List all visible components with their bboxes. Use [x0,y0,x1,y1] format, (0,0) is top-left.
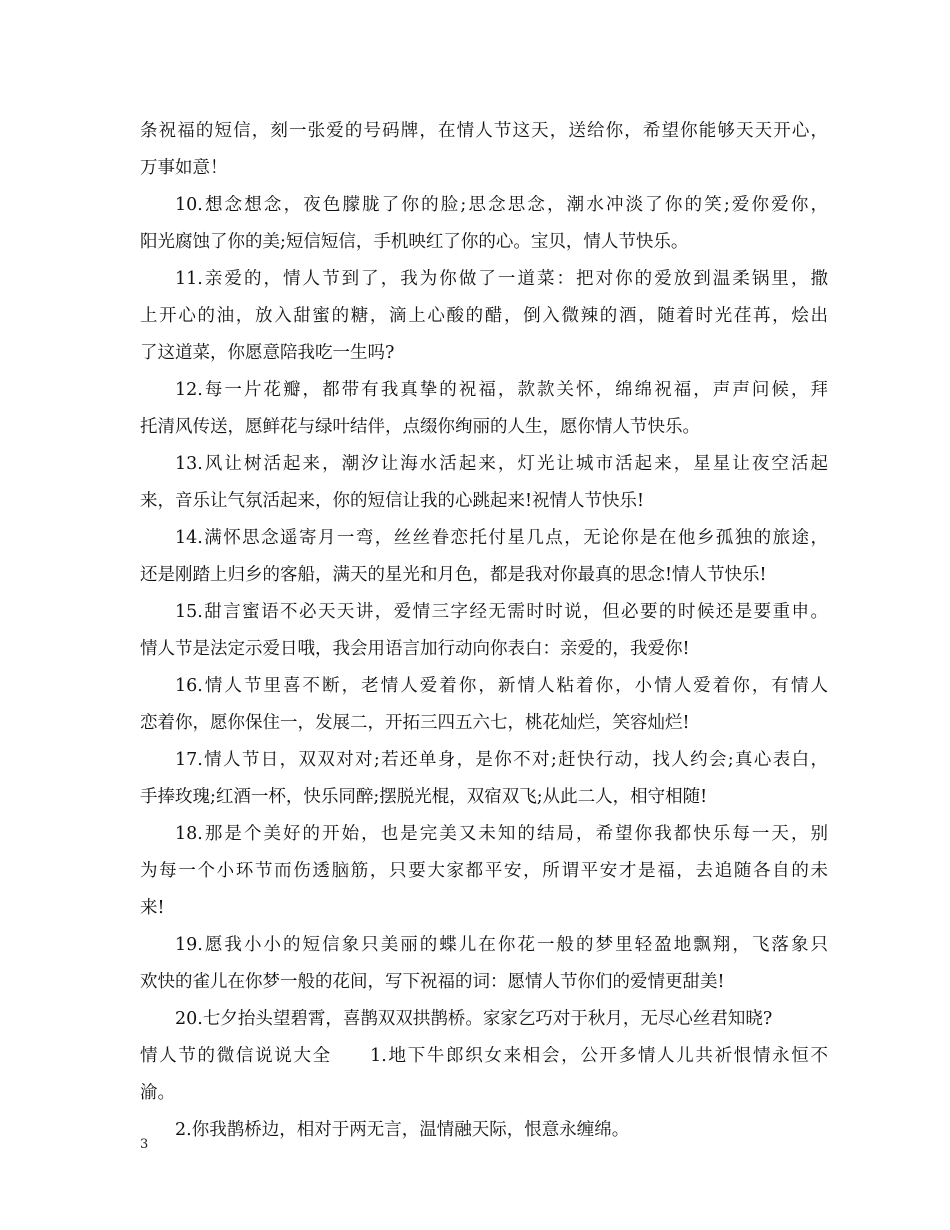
text-line: 渝。 [140,1083,175,1103]
text-line: 情人节的微信说说大全 1.地下牛郎织女来相会，公开多情人儿共祈恨情永恒不 [140,1046,828,1066]
text-line: 上开心的油，放入甜蜜的糖，滴上心酸的醋，倒入微辣的酒，随着时光荏苒，烩出 [140,306,828,326]
text-line: 万事如意！ [140,158,228,178]
text-line: 11.亲爱的，情人节到了，我为你做了一道菜：把对你的爱放到温柔锅里，撒 [175,269,828,289]
text-line: 恋着你，愿你保住一，发展二，开拓三四五六七，桃花灿烂，笑容灿烂! [140,713,690,733]
document-body [140,113,828,1149]
text-line: 15.甜言蜜语不必天天讲，爱情三字经无需时时说，但必要的时候还是要重申。 [175,602,828,622]
text-line: 为每一个小环节而伤透脑筋，只要大家都平安，所谓平安才是福，去追随各自的未 [140,861,828,881]
text-line: 18.那是个美好的开始，也是完美又未知的结局，希望你我都快乐每一天，别 [175,824,828,844]
text-line: 13.风让树活起来，潮汐让海水活起来，灯光让城市活起来，星星让夜空活起 [175,454,828,474]
text-line: 14.满怀思念遥寄月一弯，丝丝眷恋托付星几点，无论你是在他乡孤独的旅途， [175,528,828,548]
text-line: 手捧玫瑰;红酒一杯，快乐同醉;摆脱光棍，双宿双飞;从此二人，相守相随! [140,787,708,807]
text-line: 2.你我鹊桥边，相对于两无言，温情融天际，恨意永缠绵。 [175,1120,630,1140]
text-line: 20.七夕抬头望碧霄，喜鹊双双拱鹊桥。家家乞巧对于秋月，无尽心丝君知晓? [175,1009,773,1029]
text-line: 来，音乐让气氛活起来，你的短信让我的心跳起来!祝情人节快乐! [140,491,645,511]
text-line: 来! [140,898,165,918]
text-line: 19.愿我小小的短信象只美丽的蝶儿在你花一般的梦里轻盈地飘翔，飞落象只 [175,935,828,955]
text-line: 了这道菜，你愿意陪我吃一生吗? [140,343,395,363]
text-line: 情人节是法定示爱日哦，我会用语言加行动向你表白：亲爱的，我爱你! [140,639,690,659]
page-number: 3 [140,1137,149,1152]
text-line: 16.情人节里喜不断，老情人爱着你，新情人粘着你，小情人爱着你，有情人 [175,676,828,696]
text-line: 12.每一片花瓣，都带有我真挚的祝福，款款关怀，绵绵祝福，声声问候，拜 [175,380,828,400]
text-line: 17.情人节日，双双对对;若还单身，是你不对;赶快行动，找人约会;真心表白， [175,750,828,770]
text-line: 10.想念想念，夜色朦胧了你的脸;思念思念，潮水冲淡了你的笑;爱你爱你， [175,195,828,215]
text-line: 托清风传送，愿鲜花与绿叶结伴，点缀你绚丽的人生，愿你情人节快乐。 [140,417,700,437]
text-line: 还是刚踏上归乡的客船，满天的星光和月色，都是我对你最真的思念!情人节快乐! [140,565,767,585]
text-line: 欢快的雀儿在你梦一般的花间，写下祝福的词：愿情人节你们的爱情更甜美! [140,972,725,992]
text-line: 阳光腐蚀了你的美;短信短信，手机映红了你的心。宝贝，情人节快乐。 [140,232,689,252]
text-line: 条祝福的短信，刻一张爱的号码牌，在情人节这天，送给你，希望你能够天天开心， [140,121,828,141]
